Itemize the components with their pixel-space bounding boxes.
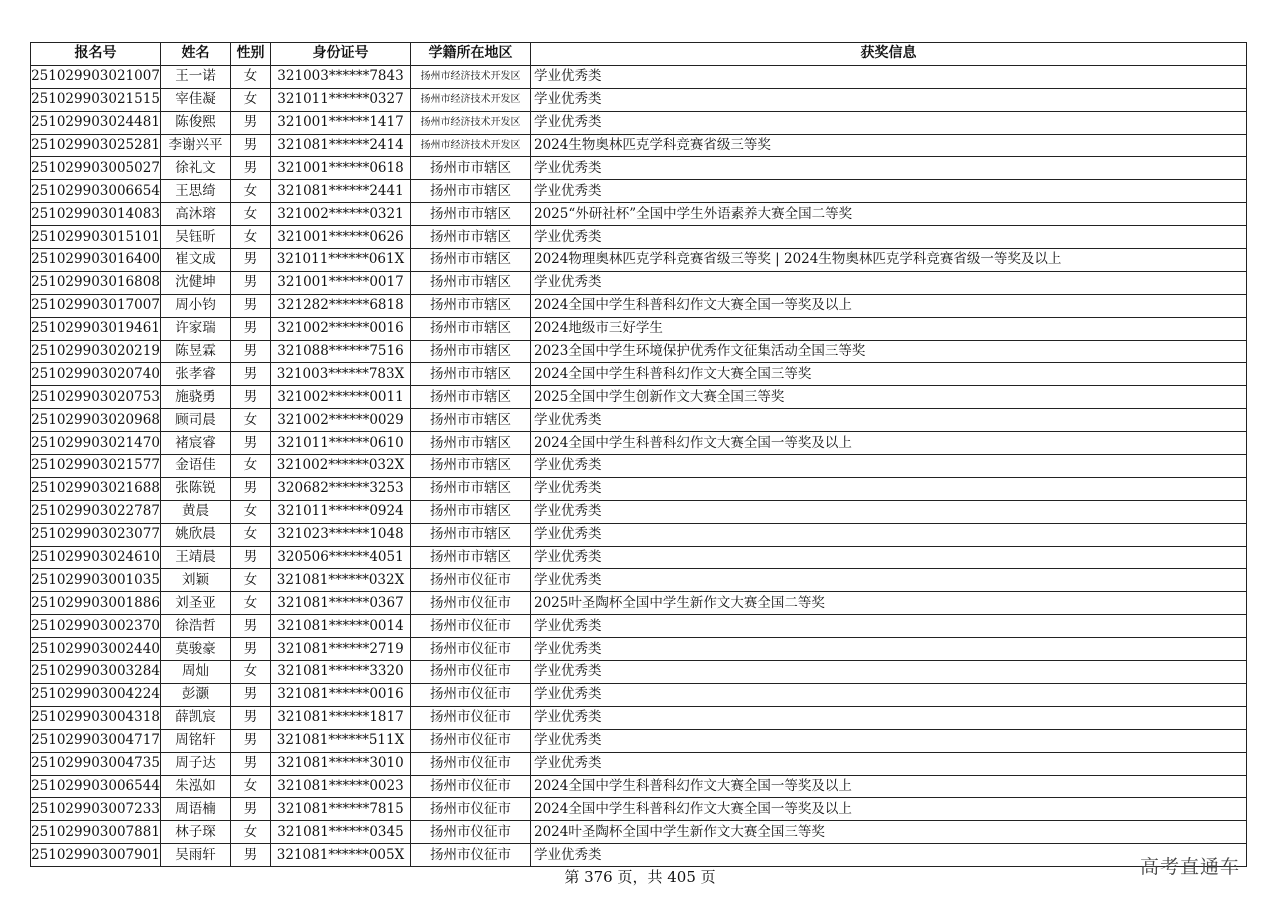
cell-gender: 女: [231, 226, 271, 249]
table-row: [31, 317, 1247, 340]
cell-name: 张陈锐: [161, 477, 231, 500]
cell-gender: 女: [231, 821, 271, 844]
cell-registration-no: 251029903017007: [31, 294, 161, 317]
cell-award-info: 学业优秀类: [531, 523, 1247, 546]
cell-region: 扬州市市辖区: [411, 432, 531, 455]
table-row: [31, 844, 1247, 867]
awards-table-container: [30, 42, 1246, 867]
cell-name: 沈健坤: [161, 271, 231, 294]
cell-award-info: 学业优秀类: [531, 638, 1247, 661]
cell-registration-no: 251029903014083: [31, 203, 161, 226]
table-row: [31, 294, 1247, 317]
cell-id-number: 321081******032X: [271, 569, 411, 592]
cell-id-number: 321081******2414: [271, 134, 411, 157]
cell-region: 扬州市市辖区: [411, 271, 531, 294]
cell-region: 扬州市市辖区: [411, 500, 531, 523]
table-row: [31, 65, 1247, 88]
cell-award-info: 2024全国中学生科普科幻作文大赛全国一等奖及以上: [531, 294, 1247, 317]
cell-region: 扬州市仪征市: [411, 821, 531, 844]
cell-gender: 男: [231, 798, 271, 821]
cell-id-number: 321081******2719: [271, 638, 411, 661]
cell-gender: 女: [231, 500, 271, 523]
cell-id-number: 321282******6818: [271, 294, 411, 317]
awards-table: [30, 42, 1247, 867]
cell-registration-no: 251029903024610: [31, 546, 161, 569]
cell-region: 扬州市经济技术开发区: [411, 65, 531, 88]
cell-name: 彭灏: [161, 683, 231, 706]
cell-id-number: 321081******1817: [271, 706, 411, 729]
cell-award-info: 学业优秀类: [531, 661, 1247, 684]
cell-name: 王一诺: [161, 65, 231, 88]
cell-award-info: 学业优秀类: [531, 683, 1247, 706]
table-row: [31, 546, 1247, 569]
cell-region: 扬州市市辖区: [411, 226, 531, 249]
cell-registration-no: 251029903004717: [31, 729, 161, 752]
cell-id-number: 321081******0023: [271, 775, 411, 798]
cell-id-number: 321003******7843: [271, 65, 411, 88]
cell-region: 扬州市仪征市: [411, 729, 531, 752]
cell-gender: 男: [231, 249, 271, 272]
cell-registration-no: 251029903021577: [31, 455, 161, 478]
cell-award-info: 2025叶圣陶杯全国中学生新作文大赛全国二等奖: [531, 592, 1247, 615]
cell-award-info: 学业优秀类: [531, 157, 1247, 180]
cell-id-number: 321081******3010: [271, 752, 411, 775]
cell-name: 黄晨: [161, 500, 231, 523]
cell-registration-no: 251029903019461: [31, 317, 161, 340]
cell-registration-no: 251029903005027: [31, 157, 161, 180]
cell-name: 莫骏豪: [161, 638, 231, 661]
cell-award-info: 2024物理奥林匹克学科竞赛省级三等奖 | 2024生物奥林匹克学科竞赛省级一等奖及以上: [531, 249, 1247, 272]
cell-name: 施骁勇: [161, 386, 231, 409]
cell-award-info: 学业优秀类: [531, 729, 1247, 752]
cell-award-info: 学业优秀类: [531, 409, 1247, 432]
cell-name: 周小钧: [161, 294, 231, 317]
cell-award-info: 学业优秀类: [531, 111, 1247, 134]
cell-registration-no: 251029903015101: [31, 226, 161, 249]
cell-award-info: 学业优秀类: [531, 271, 1247, 294]
cell-gender: 男: [231, 729, 271, 752]
cell-name: 徐礼文: [161, 157, 231, 180]
cell-gender: 女: [231, 661, 271, 684]
cell-registration-no: 251029903001886: [31, 592, 161, 615]
cell-id-number: 320682******3253: [271, 477, 411, 500]
cell-gender: 男: [231, 752, 271, 775]
cell-region: 扬州市仪征市: [411, 752, 531, 775]
cell-id-number: 321023******1048: [271, 523, 411, 546]
cell-award-info: 学业优秀类: [531, 65, 1247, 88]
table-row: [31, 88, 1247, 111]
cell-name: 李谢兴平: [161, 134, 231, 157]
cell-award-info: 2024地级市三好学生: [531, 317, 1247, 340]
cell-registration-no: 251029903002370: [31, 615, 161, 638]
cell-region: 扬州市仪征市: [411, 615, 531, 638]
cell-registration-no: 251029903002440: [31, 638, 161, 661]
cell-award-info: 2025全国中学生创新作文大赛全国三等奖: [531, 386, 1247, 409]
cell-gender: 女: [231, 409, 271, 432]
header-registration-no: 报名号: [31, 43, 161, 66]
cell-gender: 女: [231, 88, 271, 111]
table-row: [31, 432, 1247, 455]
cell-id-number: 321081******3320: [271, 661, 411, 684]
cell-region: 扬州市经济技术开发区: [411, 88, 531, 111]
cell-gender: 女: [231, 455, 271, 478]
cell-region: 扬州市仪征市: [411, 638, 531, 661]
cell-award-info: 学业优秀类: [531, 752, 1247, 775]
cell-award-info: 2024全国中学生科普科幻作文大赛全国一等奖及以上: [531, 775, 1247, 798]
cell-registration-no: 251029903007233: [31, 798, 161, 821]
cell-id-number: 321088******7516: [271, 340, 411, 363]
cell-registration-no: 251029903021007: [31, 65, 161, 88]
cell-name: 姚欣晨: [161, 523, 231, 546]
table-row: [31, 271, 1247, 294]
cell-registration-no: 251029903004318: [31, 706, 161, 729]
cell-region: 扬州市市辖区: [411, 203, 531, 226]
cell-gender: 男: [231, 477, 271, 500]
cell-region: 扬州市市辖区: [411, 455, 531, 478]
cell-name: 崔文成: [161, 249, 231, 272]
cell-id-number: 321081******0345: [271, 821, 411, 844]
cell-region: 扬州市市辖区: [411, 477, 531, 500]
cell-gender: 女: [231, 569, 271, 592]
cell-gender: 男: [231, 844, 271, 867]
cell-region: 扬州市仪征市: [411, 661, 531, 684]
cell-name: 徐浩哲: [161, 615, 231, 638]
table-row: [31, 386, 1247, 409]
cell-id-number: 321081******0014: [271, 615, 411, 638]
cell-registration-no: 251029903020740: [31, 363, 161, 386]
table-body: [31, 65, 1247, 866]
cell-name: 陈俊熙: [161, 111, 231, 134]
cell-registration-no: 251029903022787: [31, 500, 161, 523]
cell-name: 刘圣亚: [161, 592, 231, 615]
cell-registration-no: 251029903020753: [31, 386, 161, 409]
cell-gender: 男: [231, 615, 271, 638]
cell-award-info: 2025“外研社杯”全国中学生外语素养大赛全国二等奖: [531, 203, 1247, 226]
cell-name: 周子达: [161, 752, 231, 775]
cell-name: 薛凯宸: [161, 706, 231, 729]
cell-region: 扬州市市辖区: [411, 363, 531, 386]
cell-name: 朱泓如: [161, 775, 231, 798]
cell-name: 顾司晨: [161, 409, 231, 432]
cell-award-info: 学业优秀类: [531, 546, 1247, 569]
cell-registration-no: 251029903023077: [31, 523, 161, 546]
cell-region: 扬州市仪征市: [411, 775, 531, 798]
cell-award-info: 2024生物奥林匹克学科竞赛省级三等奖: [531, 134, 1247, 157]
cell-gender: 男: [231, 706, 271, 729]
cell-name: 许家瑞: [161, 317, 231, 340]
cell-gender: 女: [231, 592, 271, 615]
cell-region: 扬州市仪征市: [411, 592, 531, 615]
table-row: [31, 615, 1247, 638]
cell-id-number: 321011******0924: [271, 500, 411, 523]
cell-award-info: 学业优秀类: [531, 569, 1247, 592]
table-row: [31, 180, 1247, 203]
cell-registration-no: 251029903021688: [31, 477, 161, 500]
cell-id-number: 321011******0327: [271, 88, 411, 111]
cell-award-info: 2024全国中学生科普科幻作文大赛全国一等奖及以上: [531, 432, 1247, 455]
table-row: [31, 638, 1247, 661]
table-row: [31, 729, 1247, 752]
cell-gender: 男: [231, 317, 271, 340]
cell-id-number: 321081******7815: [271, 798, 411, 821]
table-header-row: [31, 43, 1247, 66]
table-row: [31, 111, 1247, 134]
cell-gender: 女: [231, 775, 271, 798]
cell-registration-no: 251029903006654: [31, 180, 161, 203]
cell-registration-no: 251029903021470: [31, 432, 161, 455]
cell-registration-no: 251029903007901: [31, 844, 161, 867]
header-name: 姓名: [161, 43, 231, 66]
cell-id-number: 321002******032X: [271, 455, 411, 478]
table-row: [31, 775, 1247, 798]
cell-id-number: 321002******0011: [271, 386, 411, 409]
cell-name: 陈昱霖: [161, 340, 231, 363]
table-row: [31, 523, 1247, 546]
cell-registration-no: 251029903021515: [31, 88, 161, 111]
cell-region: 扬州市仪征市: [411, 706, 531, 729]
cell-gender: 女: [231, 180, 271, 203]
table-row: [31, 134, 1247, 157]
cell-name: 王思绮: [161, 180, 231, 203]
cell-award-info: 学业优秀类: [531, 455, 1247, 478]
cell-region: 扬州市市辖区: [411, 157, 531, 180]
cell-name: 张孝睿: [161, 363, 231, 386]
cell-id-number: 321001******0017: [271, 271, 411, 294]
cell-registration-no: 251029903020219: [31, 340, 161, 363]
cell-gender: 男: [231, 386, 271, 409]
cell-gender: 男: [231, 111, 271, 134]
cell-region: 扬州市市辖区: [411, 546, 531, 569]
cell-name: 高沐瑢: [161, 203, 231, 226]
cell-registration-no: 251029903006544: [31, 775, 161, 798]
cell-registration-no: 251029903004735: [31, 752, 161, 775]
table-row: [31, 683, 1247, 706]
cell-award-info: 学业优秀类: [531, 88, 1247, 111]
cell-gender: 男: [231, 683, 271, 706]
cell-region: 扬州市仪征市: [411, 683, 531, 706]
cell-registration-no: 251029903007881: [31, 821, 161, 844]
cell-region: 扬州市经济技术开发区: [411, 111, 531, 134]
cell-registration-no: 251029903020968: [31, 409, 161, 432]
cell-id-number: 321081******005X: [271, 844, 411, 867]
cell-gender: 男: [231, 546, 271, 569]
cell-name: 宰佳凝: [161, 88, 231, 111]
cell-gender: 女: [231, 523, 271, 546]
table-row: [31, 409, 1247, 432]
cell-registration-no: 251029903016400: [31, 249, 161, 272]
cell-name: 褚宸睿: [161, 432, 231, 455]
cell-gender: 女: [231, 203, 271, 226]
cell-name: 吴雨轩: [161, 844, 231, 867]
cell-registration-no: 251029903003284: [31, 661, 161, 684]
cell-id-number: 321002******0016: [271, 317, 411, 340]
cell-gender: 男: [231, 432, 271, 455]
cell-registration-no: 251029903025281: [31, 134, 161, 157]
header-gender: 性别: [231, 43, 271, 66]
cell-registration-no: 251029903004224: [31, 683, 161, 706]
table-row: [31, 203, 1247, 226]
cell-gender: 男: [231, 363, 271, 386]
cell-award-info: 学业优秀类: [531, 180, 1247, 203]
cell-registration-no: 251029903024481: [31, 111, 161, 134]
table-row: [31, 157, 1247, 180]
table-row: [31, 226, 1247, 249]
cell-gender: 男: [231, 271, 271, 294]
cell-gender: 男: [231, 638, 271, 661]
cell-region: 扬州市经济技术开发区: [411, 134, 531, 157]
cell-region: 扬州市市辖区: [411, 249, 531, 272]
watermark-text: 高考直通车: [1140, 856, 1241, 878]
table-row: [31, 661, 1247, 684]
cell-award-info: 学业优秀类: [531, 500, 1247, 523]
cell-registration-no: 251029903001035: [31, 569, 161, 592]
cell-id-number: 321081******2441: [271, 180, 411, 203]
cell-region: 扬州市市辖区: [411, 180, 531, 203]
cell-name: 周语楠: [161, 798, 231, 821]
cell-id-number: 321011******061X: [271, 249, 411, 272]
cell-id-number: 321001******1417: [271, 111, 411, 134]
cell-award-info: 学业优秀类: [531, 844, 1247, 867]
table-row: [31, 500, 1247, 523]
cell-region: 扬州市市辖区: [411, 523, 531, 546]
cell-name: 吴钰昕: [161, 226, 231, 249]
header-region: 学籍所在地区: [411, 43, 531, 66]
table-row: [31, 798, 1247, 821]
cell-id-number: 321003******783X: [271, 363, 411, 386]
cell-name: 王靖晨: [161, 546, 231, 569]
table-row: [31, 706, 1247, 729]
cell-award-info: 学业优秀类: [531, 477, 1247, 500]
header-award-info: 获奖信息: [531, 43, 1247, 66]
cell-name: 周铭轩: [161, 729, 231, 752]
cell-region: 扬州市仪征市: [411, 844, 531, 867]
cell-gender: 女: [231, 65, 271, 88]
page-number: 第 376 页，共 405 页: [564, 868, 716, 886]
cell-id-number: 321081******0016: [271, 683, 411, 706]
cell-id-number: 321002******0321: [271, 203, 411, 226]
cell-id-number: 321001******0626: [271, 226, 411, 249]
cell-region: 扬州市仪征市: [411, 798, 531, 821]
table-row: [31, 821, 1247, 844]
cell-gender: 男: [231, 134, 271, 157]
cell-name: 金语佳: [161, 455, 231, 478]
table-row: [31, 477, 1247, 500]
table-row: [31, 249, 1247, 272]
table-row: [31, 363, 1247, 386]
cell-award-info: 学业优秀类: [531, 226, 1247, 249]
cell-id-number: 321081******0367: [271, 592, 411, 615]
cell-gender: 男: [231, 294, 271, 317]
cell-id-number: 321011******0610: [271, 432, 411, 455]
cell-region: 扬州市市辖区: [411, 317, 531, 340]
cell-name: 周灿: [161, 661, 231, 684]
header-id-number: 身份证号: [271, 43, 411, 66]
cell-award-info: 2024全国中学生科普科幻作文大赛全国一等奖及以上: [531, 798, 1247, 821]
cell-name: 林子琛: [161, 821, 231, 844]
cell-region: 扬州市市辖区: [411, 386, 531, 409]
table-row: [31, 569, 1247, 592]
table-row: [31, 455, 1247, 478]
table-row: [31, 752, 1247, 775]
cell-id-number: 321081******511X: [271, 729, 411, 752]
cell-award-info: 2023全国中学生环境保护优秀作文征集活动全国三等奖: [531, 340, 1247, 363]
cell-region: 扬州市仪征市: [411, 569, 531, 592]
cell-id-number: 320506******4051: [271, 546, 411, 569]
cell-gender: 男: [231, 340, 271, 363]
cell-region: 扬州市市辖区: [411, 340, 531, 363]
cell-id-number: 321002******0029: [271, 409, 411, 432]
cell-award-info: 2024全国中学生科普科幻作文大赛全国三等奖: [531, 363, 1247, 386]
cell-award-info: 学业优秀类: [531, 706, 1247, 729]
cell-award-info: 学业优秀类: [531, 615, 1247, 638]
cell-name: 刘颖: [161, 569, 231, 592]
cell-region: 扬州市市辖区: [411, 409, 531, 432]
cell-gender: 男: [231, 157, 271, 180]
table-row: [31, 340, 1247, 363]
cell-region: 扬州市市辖区: [411, 294, 531, 317]
cell-award-info: 2024叶圣陶杯全国中学生新作文大赛全国三等奖: [531, 821, 1247, 844]
cell-registration-no: 251029903016808: [31, 271, 161, 294]
table-row: [31, 592, 1247, 615]
cell-id-number: 321001******0618: [271, 157, 411, 180]
